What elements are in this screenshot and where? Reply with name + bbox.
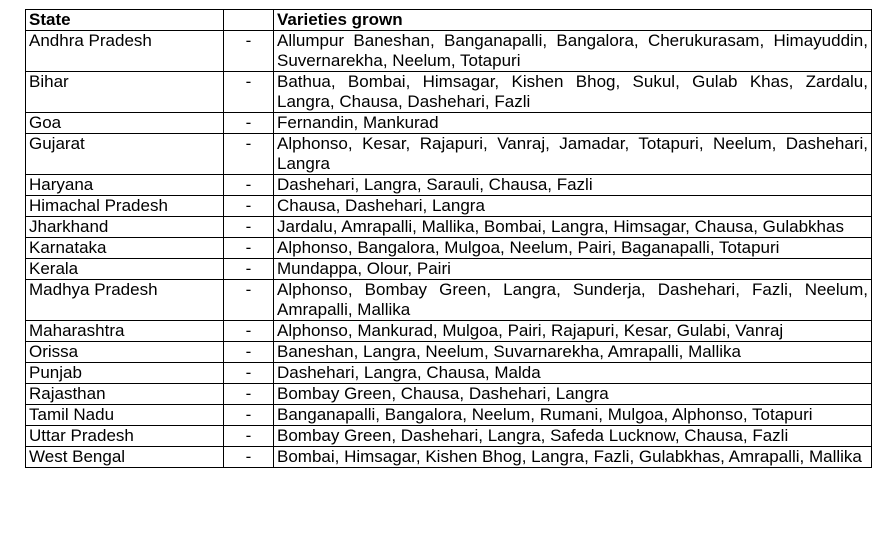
separator-cell: -	[224, 447, 274, 468]
separator-cell: -	[224, 238, 274, 259]
table-row	[26, 447, 872, 468]
varieties-cell: Fernandin, Mankurad	[274, 113, 872, 134]
separator-cell: -	[224, 217, 274, 238]
separator-cell: -	[224, 113, 274, 134]
state-cell: Kerala	[26, 259, 224, 280]
varieties-cell: Mundappa, Olour, Pairi	[274, 259, 872, 280]
state-cell: Tamil Nadu	[26, 405, 224, 426]
separator-cell: -	[224, 321, 274, 342]
separator-cell: -	[224, 134, 274, 175]
separator-cell: -	[224, 259, 274, 280]
varieties-cell: Alphonso, Mankurad, Mulgoa, Pairi, Rajapuri, Kesar, Gulabi, Vanraj	[274, 321, 872, 342]
varieties-cell: Alphonso, Bangalora, Mulgoa, Neelum, Pairi, Baganapalli, Totapuri	[274, 238, 872, 259]
table-row	[26, 196, 872, 217]
separator-cell: -	[224, 280, 274, 321]
separator-cell: -	[224, 175, 274, 196]
table-row	[26, 384, 872, 405]
state-cell: Bihar	[26, 72, 224, 113]
state-cell: Uttar Pradesh	[26, 426, 224, 447]
table-row	[26, 113, 872, 134]
table-row	[26, 72, 872, 113]
header-separator	[224, 10, 274, 31]
state-cell: West Bengal	[26, 447, 224, 468]
separator-cell: -	[224, 342, 274, 363]
table-row	[26, 405, 872, 426]
table-row	[26, 175, 872, 196]
state-cell: Maharashtra	[26, 321, 224, 342]
state-cell: Madhya Pradesh	[26, 280, 224, 321]
table-row	[26, 31, 872, 72]
header-state: State	[26, 10, 224, 31]
state-cell: Karnataka	[26, 238, 224, 259]
state-cell: Gujarat	[26, 134, 224, 175]
state-cell: Goa	[26, 113, 224, 134]
varieties-cell: Jardalu, Amrapalli, Mallika, Bombai, Langra, Himsagar, Chausa, Gulabkhas	[274, 217, 872, 238]
state-cell: Orissa	[26, 342, 224, 363]
separator-cell: -	[224, 72, 274, 113]
table-row	[26, 134, 872, 175]
varieties-cell: Alphonso, Kesar, Rajapuri, Vanraj, Jamadar, Totapuri, Neelum, Dashehari, Langra	[274, 134, 872, 175]
separator-cell: -	[224, 426, 274, 447]
varieties-cell: Allumpur Baneshan, Banganapalli, Bangalora, Cherukurasam, Himayuddin, Suvernarekha, Neelum, Totapuri	[274, 31, 872, 72]
varieties-cell: Bombay Green, Dashehari, Langra, Safeda Lucknow, Chausa, Fazli	[274, 426, 872, 447]
table-row	[26, 342, 872, 363]
mango-varieties-table	[25, 9, 872, 468]
varieties-cell: Dashehari, Langra, Chausa, Malda	[274, 363, 872, 384]
varieties-cell: Baneshan, Langra, Neelum, Suvarnarekha, Amrapalli, Mallika	[274, 342, 872, 363]
varieties-cell: Bathua, Bombai, Himsagar, Kishen Bhog, Sukul, Gulab Khas, Zardalu, Langra, Chausa, Dashehari, Fazli	[274, 72, 872, 113]
state-cell: Punjab	[26, 363, 224, 384]
header-varieties: Varieties grown	[274, 10, 872, 31]
state-cell: Rajasthan	[26, 384, 224, 405]
state-cell: Himachal Pradesh	[26, 196, 224, 217]
state-cell: Haryana	[26, 175, 224, 196]
table-header-row	[26, 10, 872, 31]
separator-cell: -	[224, 384, 274, 405]
separator-cell: -	[224, 196, 274, 217]
separator-cell: -	[224, 363, 274, 384]
table-row	[26, 363, 872, 384]
table-row	[26, 321, 872, 342]
table-row	[26, 259, 872, 280]
separator-cell: -	[224, 405, 274, 426]
varieties-cell: Banganapalli, Bangalora, Neelum, Rumani, Mulgoa, Alphonso, Totapuri	[274, 405, 872, 426]
varieties-cell: Bombay Green, Chausa, Dashehari, Langra	[274, 384, 872, 405]
table-row	[26, 426, 872, 447]
table-row	[26, 217, 872, 238]
varieties-cell: Bombai, Himsagar, Kishen Bhog, Langra, Fazli, Gulabkhas, Amrapalli, Mallika	[274, 447, 872, 468]
separator-cell: -	[224, 31, 274, 72]
table-row	[26, 280, 872, 321]
table-row	[26, 238, 872, 259]
state-cell: Andhra Pradesh	[26, 31, 224, 72]
varieties-cell: Dashehari, Langra, Sarauli, Chausa, Fazli	[274, 175, 872, 196]
varieties-cell: Alphonso, Bombay Green, Langra, Sunderja, Dashehari, Fazli, Neelum, Amrapalli, Mallika	[274, 280, 872, 321]
varieties-cell: Chausa, Dashehari, Langra	[274, 196, 872, 217]
state-cell: Jharkhand	[26, 217, 224, 238]
